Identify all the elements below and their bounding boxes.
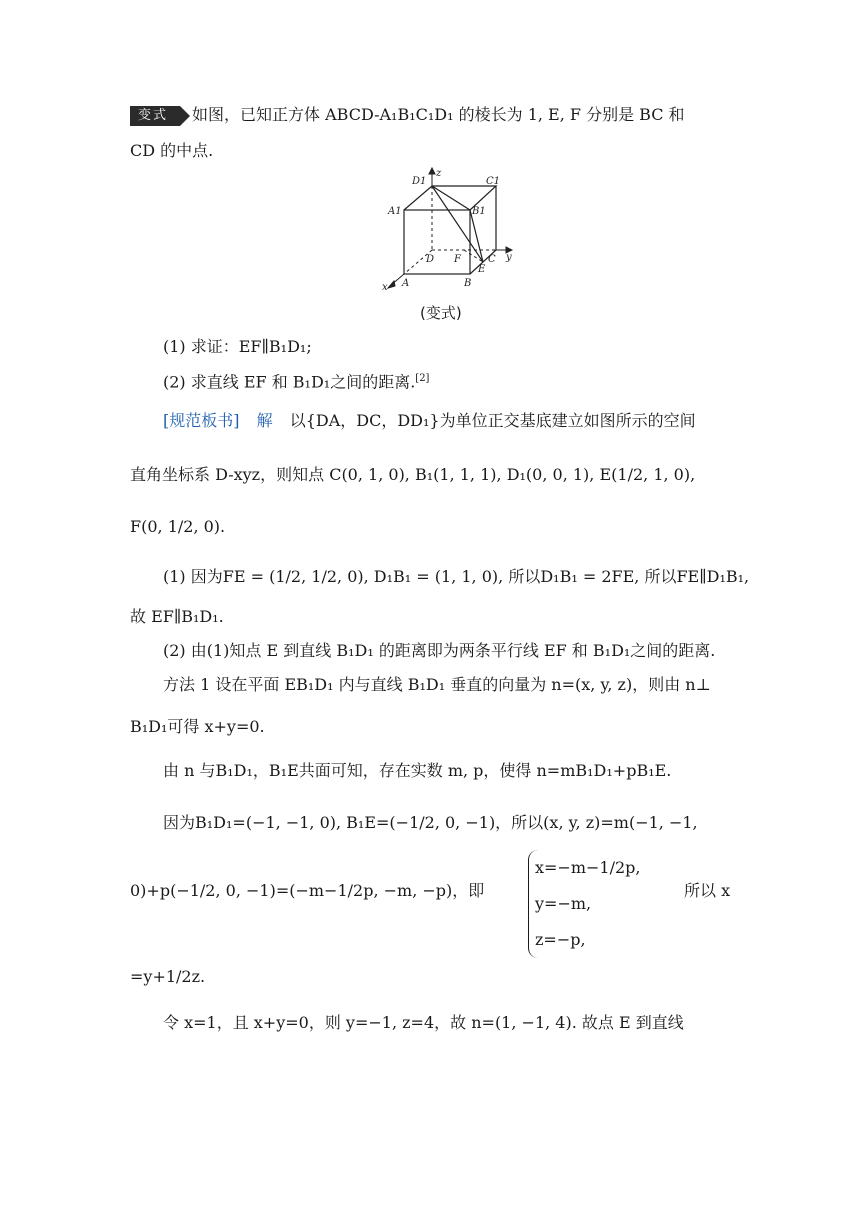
label-y: y — [506, 252, 512, 263]
method1-line-b: B₁D₁可得 x+y=0. — [130, 717, 265, 736]
variant-badge: 变式 — [130, 106, 180, 126]
proof2-line1: (2) 由(1)知点 E 到直线 B₁D₁ 的距离即为两条平行线 EF 和 B₁D₁之间的距离. — [163, 641, 716, 660]
proof1-line1: (1) 因为FE = (1/2, 1/2, 0), D₁B₁ = (1, 1, 0), 所以D₁B₁ = 2FE, 所以FE∥D₁B₁, — [163, 567, 750, 586]
figure-caption: (变式) — [420, 304, 462, 322]
label-c1: C1 — [486, 176, 501, 187]
label-b1: B1 — [472, 206, 486, 217]
method1-line-a: 方法 1 设在平面 EB₁D₁ 内与直线 B₁D₁ 垂直的向量为 n=(x, y, z)，则由 n⊥ — [163, 675, 711, 694]
part-2 — [163, 368, 763, 393]
intro-text-b: DA，DC，DD₁}为单位正交基底建立如图所示的空间 — [315, 411, 696, 430]
because-line-a: 因为B₁D₁=(−1, −1, 0), B₁E=(−1/2, 0, −1)，所以(x, y, z)=m(−1, −1, — [163, 813, 698, 832]
solution-tag: [规范板书] — [163, 411, 240, 430]
case-y: y=−m, — [535, 894, 592, 913]
intro-text-a: 以{ — [289, 411, 316, 430]
equation-system — [528, 850, 641, 958]
f-point: F(0, 1/2, 0). — [130, 517, 226, 536]
label-a1: A1 — [388, 206, 402, 217]
problem-text-1: 如图，已知正方体 ABCD-A₁B₁C₁D₁ 的棱长为 1, E, F 分别是 BC 和 — [192, 105, 685, 124]
coord-line: 直角坐标系 D-xyz，则知点 C(0, 1, 0), B₁(1, 1, 1), D₁(0, 0, 1), E(1/2, 1, 0), — [130, 465, 696, 484]
part-1: (1) 求证：EF∥B₁D₁; — [163, 337, 312, 356]
solution-jie: 解 — [256, 411, 273, 430]
label-d1: D1 — [412, 176, 427, 187]
suoyi-text: 所以 x — [684, 881, 731, 900]
label-f: F — [454, 254, 461, 265]
part-2-text: (2) 求直线 EF 和 B₁D₁之间的距离. — [163, 372, 416, 392]
cube-figure — [378, 166, 518, 292]
label-a: A — [402, 278, 410, 289]
proof1-line2: 故 EF∥B₁D₁. — [130, 607, 224, 626]
because-line-b: 0)+p(−1/2, 0, −1)=(−m−1/2p, −m, −p)，即 — [130, 881, 485, 900]
label-e: E — [478, 264, 486, 275]
label-b: B — [464, 278, 472, 289]
label-x: x — [382, 282, 388, 292]
coplanar-line: 由 n 与B₁D₁，B₁E共面可知，存在实数 m, p，使得 n=mB₁D₁+pB₁E. — [163, 761, 672, 780]
final-line: 令 x=1，且 x+y=0，则 y=−1, z=4，故 n=(1, −1, 4). 故点 E 到直线 — [163, 1013, 684, 1032]
case-x: x=−m−1/2p, — [535, 858, 641, 877]
label-z: z — [436, 168, 442, 179]
solution-intro — [163, 410, 763, 432]
part-2-ref: [2] — [415, 373, 430, 384]
case-z: z=−p, — [535, 930, 586, 949]
problem-line-1 — [130, 104, 730, 126]
result-line: =y+1/2z. — [130, 967, 206, 986]
problem-line-2: CD 的中点. — [130, 141, 214, 160]
label-d: D — [426, 254, 435, 265]
label-c: C — [488, 254, 496, 265]
